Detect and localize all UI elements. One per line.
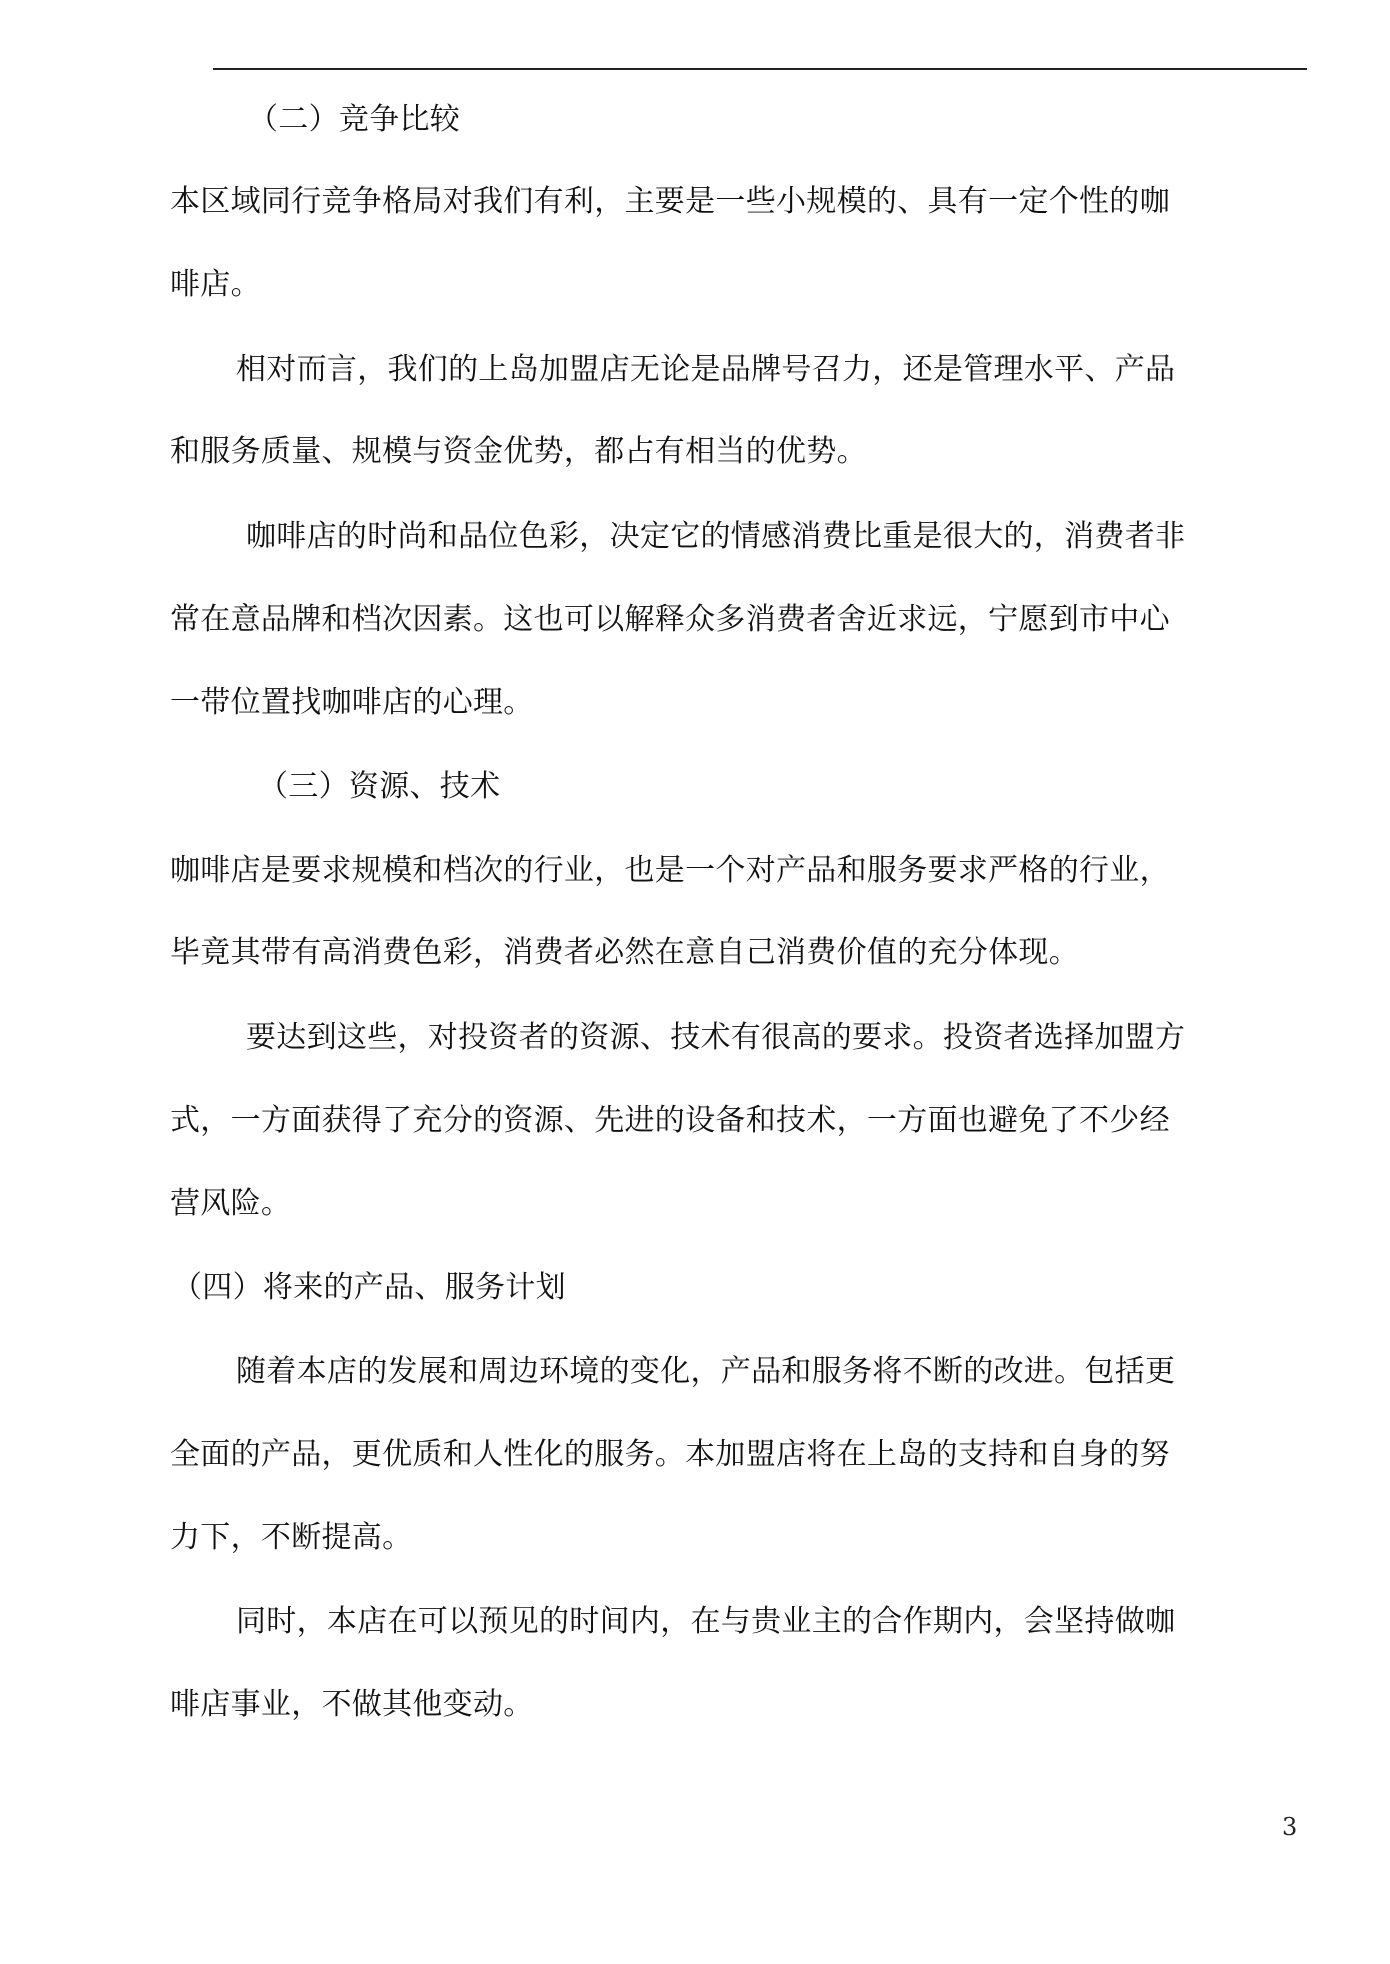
paragraph-line: 全面的产品，更优质和人性化的服务。本加盟店将在上岛的支持和自身的努 (170, 1437, 1170, 1472)
section-heading-future-plan: （四）将来的产品、服务计划 (172, 1270, 566, 1305)
paragraph-line: 啡店。 (170, 267, 261, 302)
paragraph-line: 式，一方面获得了充分的资源、先进的设备和技术，一方面也避免了不少经 (170, 1103, 1170, 1138)
paragraph-line: 常在意品牌和档次因素。这也可以解释众多消费者舍近求远，宁愿到市中心 (170, 602, 1170, 637)
paragraph-line: 随着本店的发展和周边环境的变化，产品和服务将不断的改进。包括更 (236, 1354, 1176, 1389)
paragraph-line: 营风险。 (170, 1186, 292, 1221)
paragraph-line: 一带位置找咖啡店的心理。 (170, 685, 534, 720)
paragraph-line: 要达到这些，对投资者的资源、技术有很高的要求。投资者选择加盟方 (246, 1020, 1186, 1055)
section-heading-competition: （二）竞争比较 (248, 102, 461, 137)
header-rule (213, 68, 1307, 70)
paragraph-line: 毕竟其带有高消费色彩，消费者必然在意自己消费价值的充分体现。 (170, 935, 1079, 970)
paragraph-line: 本区域同行竞争格局对我们有利，主要是一些小规模的、具有一定个性的咖 (170, 184, 1170, 219)
paragraph-line: 咖啡店是要求规模和档次的行业，也是一个对产品和服务要求严格的行业， (170, 853, 1170, 888)
paragraph-line: 啡店事业，不做其他变动。 (170, 1687, 534, 1722)
paragraph-line: 力下，不断提高。 (170, 1520, 413, 1555)
paragraph-line: 同时，本店在可以预见的时间内，在与贵业主的合作期内，会坚持做咖 (236, 1604, 1176, 1639)
paragraph-line: 和服务质量、规模与资金优势，都占有相当的优势。 (170, 434, 867, 469)
section-heading-resources: （三）资源、技术 (258, 769, 501, 804)
paragraph-line: 咖啡店的时尚和品位色彩，决定它的情感消费比重是很大的，消费者非 (246, 519, 1186, 554)
paragraph-line: 相对而言，我们的上岛加盟店无论是品牌号召力，还是管理水平、产品 (236, 352, 1176, 387)
page-number: 3 (1282, 1813, 1298, 1841)
